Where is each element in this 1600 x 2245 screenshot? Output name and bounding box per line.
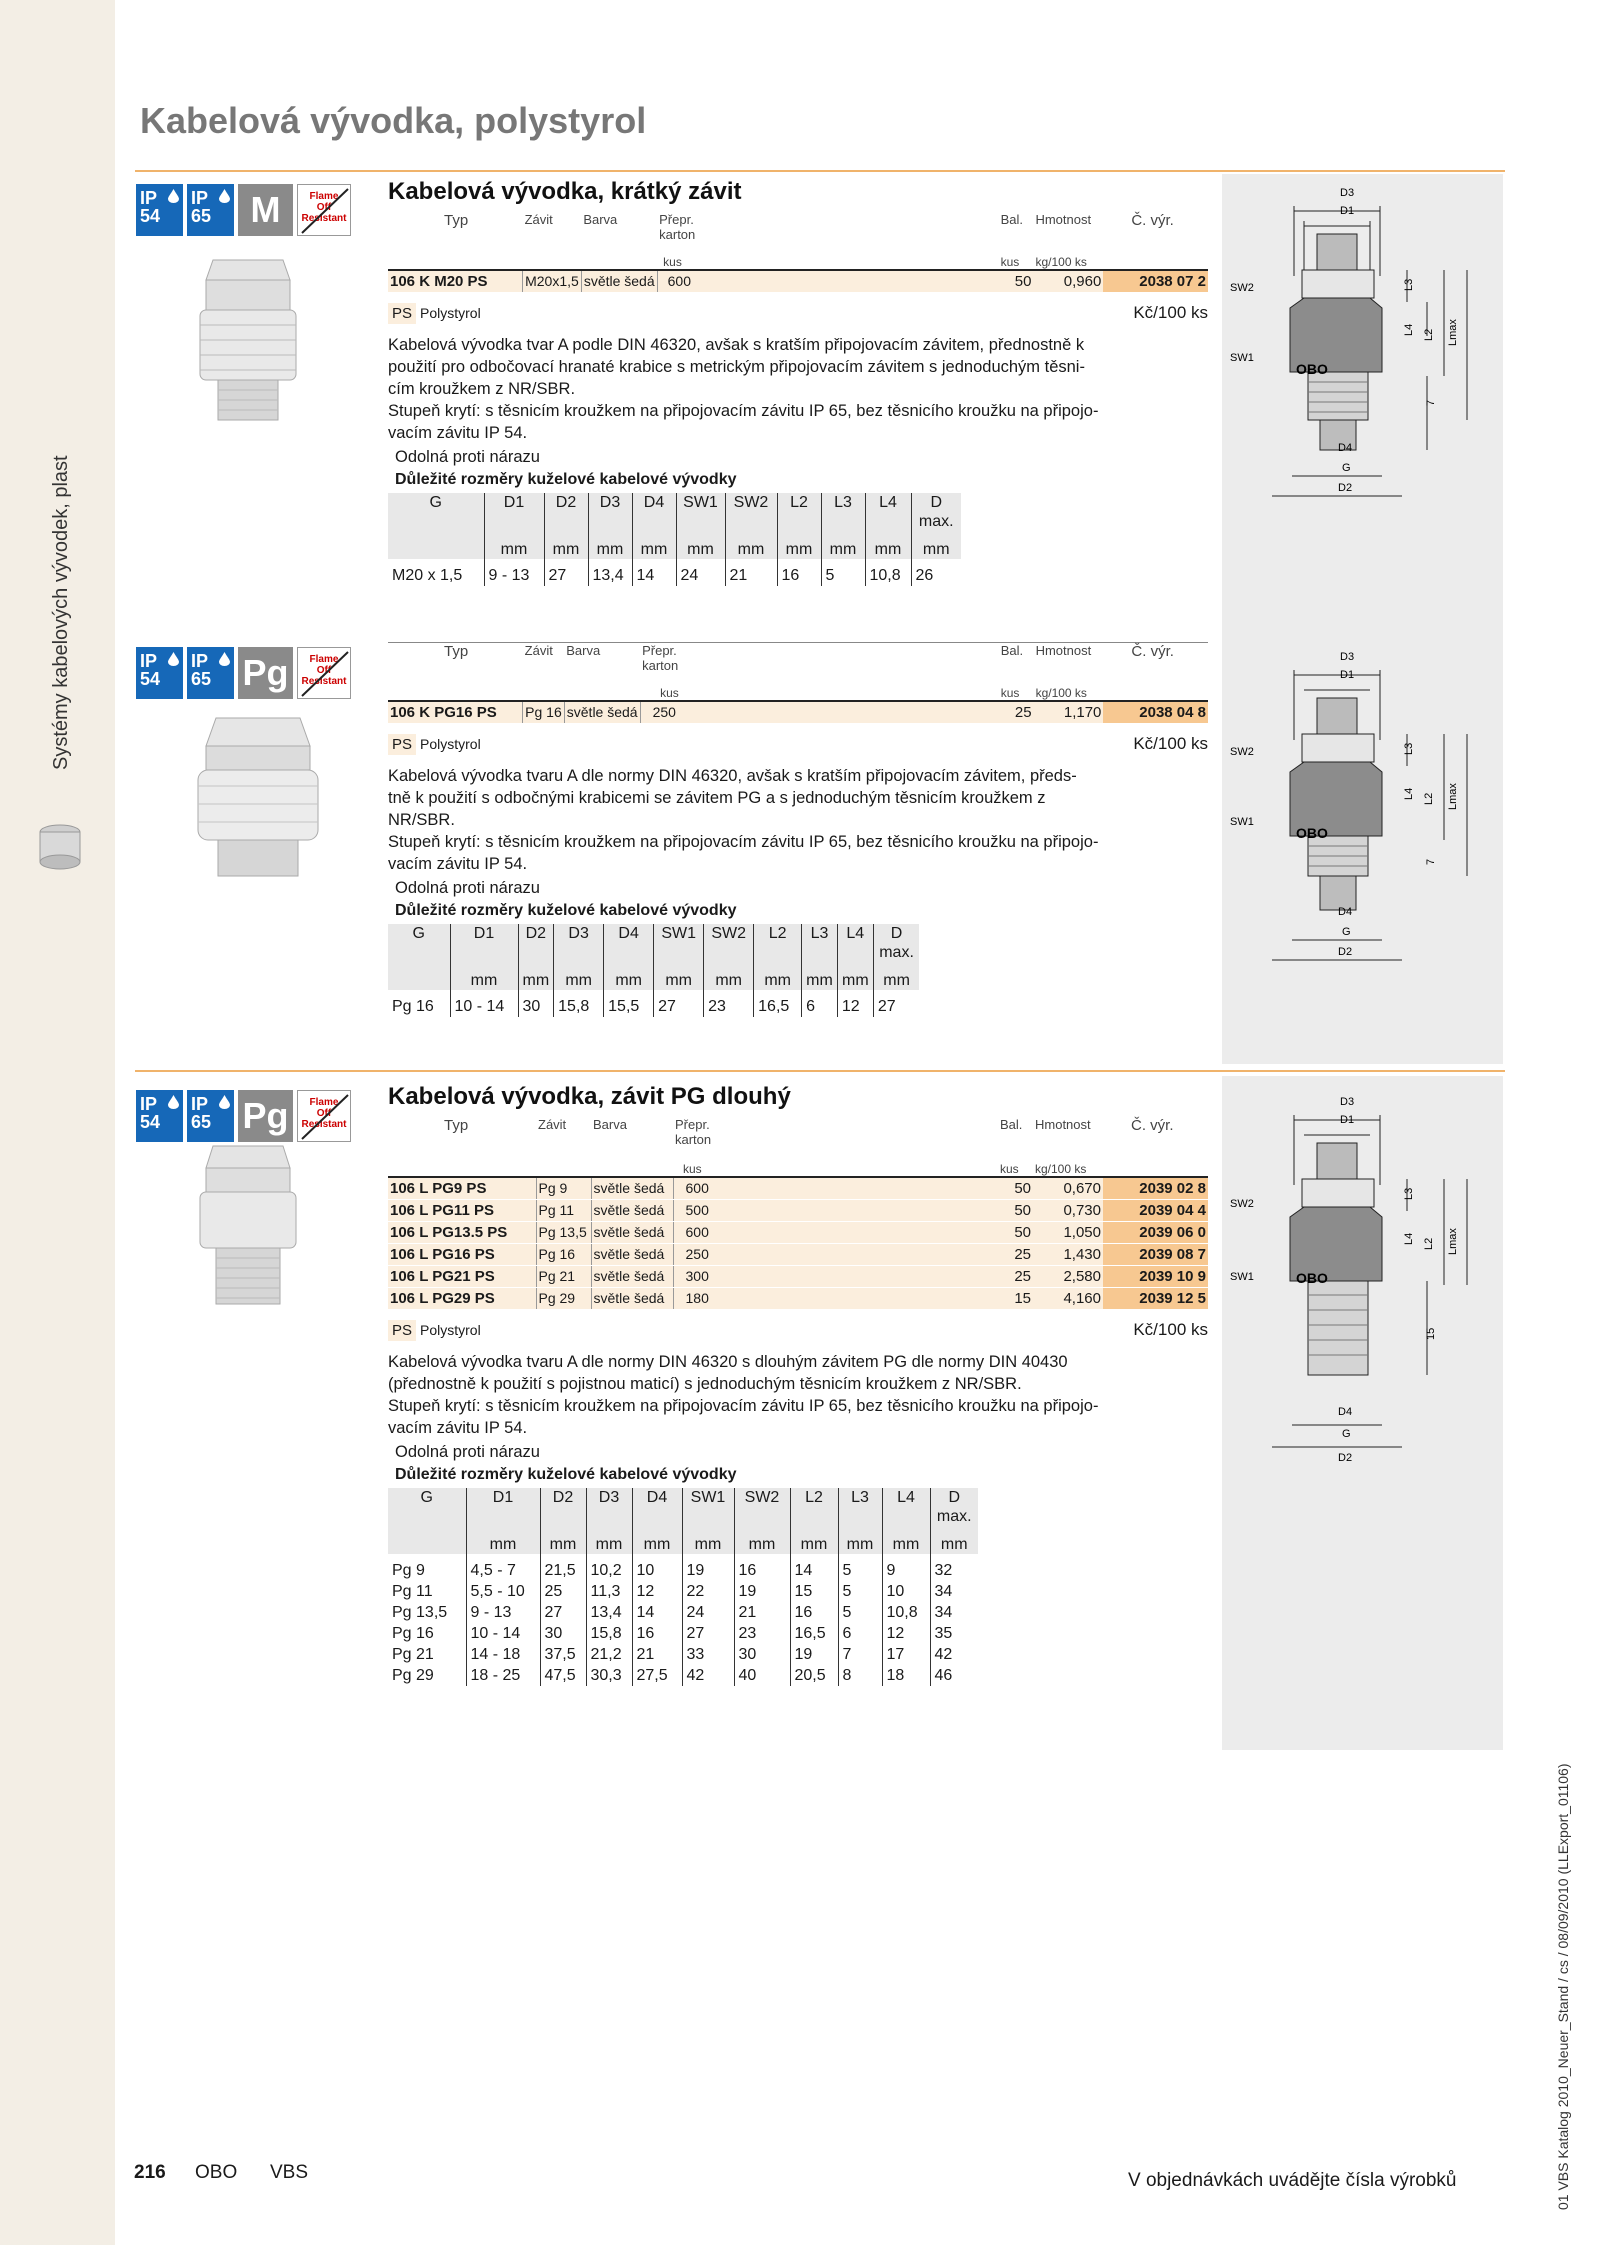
svg-text:Lmax: Lmax [1447,783,1459,810]
water-drop-icon [219,189,230,203]
svg-text:OBO: OBO [1296,1270,1328,1286]
pg-thread-badge: Pg [238,1090,293,1142]
ip54-badge: IP 54 [136,184,183,236]
svg-text:SW2: SW2 [1230,1198,1254,1210]
svg-text:D2: D2 [1338,946,1353,958]
dims-title: Důležité rozměry kuželové kabelové vývodky [395,470,737,488]
product-section: Kabelová vývodka, závit PG dlouhý Typ Závit Barva Přepr. karton Bal. Hmotnost Č. výr. kus kus kg/100 ks 106 L PG9 PS Pg 9 světle šedá 600 50 0,670 2039 02 8 106 L PG11 PS Pg 11 světle šedá 500 50 0,730 2039 04 4 106 L PG13.5 PS Pg 13,5 světle šedá 600 50 1,050 2039 06 0 106 L PG16 PS Pg 16 světle šedá 250 25 1,430 2039 08 7 106 L PG21 PS Pg 21 světle šedá 300 25 2,580 2039 10 9 106 L PG29 PS Pg 29 světle šedá 180 15 4,160 2039 12 5 PS Polystyrol Kč/100 ks Kabelová vývodka tvaru A dle normy DIN 46320 s dlouhým závitem PG dle normy DIN 40430 (přednostně k použití s pojistnou maticí) s jednoduchým těsnicím kroužkem z NR/SBR. Stupeň krytí: s těsnicím kroužkem na připojovacím závitu IP 65, bez těsnicího kroužku na připojo- vacím závitu IP 54. Odolná proti nárazu Důležité rozměry kuželové kabelové vývodky G D1 D2 D3 D4 SW1 SW2 L2 L3 L4 D max. mm mm mm mm mm mm mm mm mm mm Pg 9 4,5 - 7 21,5 10,2 10 19 16 14 5 9 32 Pg 11 5,5 - 10 25 11,3 12 22 19 15 5 10 34 Pg 13,5 9 - 13 27 13,4 14 24 21 16 5 10,8 34 Pg 16 10 - 14 30 15,8 16 27 23 16,5 6 12 35 Pg 21 14 - 18 37,5 21,2 21 33 30 19 7 17 42 Pg 29 18 - 25 47,5 30,3 27,5 42 40 20,5 8 18 46 [388,1083,1208,1684]
water-drop-icon [168,189,179,203]
section-divider [135,170,1505,172]
svg-text:7: 7 [1425,858,1437,865]
svg-text:L3: L3 [1403,1187,1415,1200]
svg-text:7: 7 [1425,399,1437,406]
dims-row: M20 x 1,5 9 - 13 27 13,4 14 24 21 16 5 10,8 26 [388,559,961,586]
svg-text:SW1: SW1 [1230,1271,1254,1283]
footer-brand: OBO [195,2162,238,2183]
svg-text:G: G [1342,462,1351,474]
ip54-badge: IP 54 [136,1090,183,1142]
svg-text:SW1: SW1 [1230,816,1254,828]
svg-text:D4: D4 [1338,906,1353,918]
svg-text:L3: L3 [1403,278,1415,291]
svg-text:L3: L3 [1403,742,1415,755]
svg-text:D2: D2 [1338,1452,1353,1464]
svg-text:G: G [1342,926,1351,938]
water-drop-icon [219,652,230,666]
page-title: Kabelová vývodka, polystyrol [140,100,647,141]
product-photo [188,712,328,882]
ip65-badge: IP 65 [187,1090,234,1142]
svg-text:D1: D1 [1340,205,1355,217]
dims-row: Pg 9 4,5 - 7 21,5 10,2 10 19 16 14 5 9 32 [388,1554,978,1581]
svg-text:D3: D3 [1340,1096,1355,1108]
table-row: 106 L PG21 PS Pg 21 světle šedá 300 25 2,580 2039 10 9 [388,1265,1208,1287]
table-row: 106 L PG13.5 PS Pg 13,5 světle šedá 600 50 1,050 2039 06 0 [388,1221,1208,1243]
metric-thread-badge: M [238,184,293,236]
col-typ: Typ [444,212,469,229]
product-photo [188,1140,308,1310]
svg-text:D4: D4 [1338,1406,1353,1418]
footer-note: V objednávkách uvádějte čísla výrobků [1128,2170,1457,2191]
svg-text:OBO: OBO [1296,361,1328,377]
table-row: 106 K M20 PS M20x1,5 světle šedá 600 50 0,960 2038 07 2 [388,270,1208,292]
section-title: Kabelová vývodka, závit PG dlouhý [388,1083,791,1110]
table-row: 106 L PG11 PS Pg 11 světle šedá 500 50 0,730 2039 04 4 [388,1199,1208,1221]
col-cvyr: Č. výr. [1131,212,1174,229]
product-photo [188,250,308,430]
water-drop-icon [219,1095,230,1109]
dims-row: Pg 13,5 9 - 13 27 13,4 14 24 21 16 5 10,8 34 [388,1602,978,1623]
dims-row: Pg 11 5,5 - 10 25 11,3 12 22 19 15 5 10 34 [388,1581,978,1602]
svg-text:G: G [1342,1428,1351,1440]
description: Kabelová vývodka tvaru A dle normy DIN 46320 s dlouhým závitem PG dle normy DIN 40430 (přednostně k použití s pojistnou maticí) s jednoduchým těsnicím kroužkem z NR/SBR. Stupeň krytí: s těsnicím kroužkem na připojovacím závitu IP 65, bez těsnicího kroužku na připojo- vacím závitu IP 54. [388,1352,1099,1437]
dims-table: G D1 D2 D3 D4 SW1 SW2 L2 L3 L4 D max. mm mm mm mm mm mm mm mm mm mm Pg 9 4,5 - 7 21,5 10,2 10 19 16 14 5 9 32 Pg 11 5,5 - 10 25 11,3 12 22 19 15 5 10 34 Pg 13,5 9 - 13 27 13,4 14 24 21 16 5 10,8 34 Pg 16 10 - 14 30 15,8 16 27 23 16,5 6 12 35 Pg 21 14 - 18 37,5 21,2 21 33 30 19 7 17 42 Pg 29 18 - 25 47,5 30,3 27,5 42 40 20,5 8 18 46 [388,1488,978,1686]
dims-row: Pg 16 10 - 14 30 15,8 16 27 23 16,5 6 12 35 [388,1623,978,1644]
ip65-badge: IP 65 [187,184,234,236]
svg-text:L4: L4 [1403,323,1415,336]
svg-text:OBO: OBO [1296,825,1328,841]
svg-text:D1: D1 [1340,669,1355,681]
strike-icon [298,648,352,700]
material-line: PS Polystyrol Kč/100 ks [388,734,1208,755]
dims-table: G D1 D2 D3 D4 SW1 SW2 L2 L3 L4 D max. mm mm mm mm mm mm mm mm mm mm Pg 16 10 - 14 30 15,8 15,5 27 23 16,5 6 12 27 [388,924,919,1017]
material-label: Polystyrol [420,305,481,321]
svg-text:SW1: SW1 [1230,352,1254,364]
footer-catalog: VBS [270,2162,309,2183]
svg-text:D3: D3 [1340,187,1355,199]
strike-icon [298,185,352,237]
svg-text:L2: L2 [1423,328,1435,341]
svg-text:L4: L4 [1403,787,1415,800]
col-zavit: Závit [524,212,553,227]
table-row: 106 K PG16 PS Pg 16 světle šedá 250 25 1,170 2038 04 8 [388,701,1208,723]
ip54-badge: IP 54 [136,647,183,699]
impact-note: Odolná proti nárazu [395,447,540,466]
table-row: 106 L PG9 PS Pg 9 světle šedá 600 50 0,670 2039 02 8 [388,1177,1208,1199]
col-prepr: Přepr. karton [659,212,696,242]
strike-icon [298,1091,352,1143]
ip65-badge: IP 65 [187,647,234,699]
order-table: Typ Závit Barva Přepr. karton Bal. Hmotnost Č. výr. kus kus kg/100 ks 106 L PG9 PS Pg 9 světle šedá 600 50 0,670 2039 02 8 106 L PG11 PS Pg 11 světle šedá 500 50 0,730 2039 04 4 106 L PG13.5 PS Pg 13,5 světle šedá 600 50 1,050 2039 06 0 106 L PG16 PS Pg 16 světle šedá 250 25 1,430 2039 08 7 106 L PG21 PS Pg 21 světle šedá 300 25 2,580 2039 10 9 106 L PG29 PS Pg 29 světle šedá 180 15 4,160 2039 12 5 [388,1117,1208,1310]
svg-text:L2: L2 [1423,1237,1435,1250]
technical-drawing [1222,1085,1503,1475]
svg-text:D4: D4 [1338,442,1353,454]
product-section [388,178,1208,586]
side-label: Systémy kabelových vývodek, plast [50,455,72,770]
section-divider [135,1070,1505,1072]
svg-text:Lmax: Lmax [1447,319,1459,346]
table-row: 106 L PG29 PS Pg 29 světle šedá 180 15 4,160 2039 12 5 [388,1287,1208,1309]
svg-text:15: 15 [1425,1327,1437,1340]
svg-text:SW2: SW2 [1230,282,1254,294]
badge-row [136,647,351,699]
page-number: 216 [134,2162,166,2183]
dims-row: Pg 29 18 - 25 47,5 30,3 27,5 42 40 20,5 8 18 46 [388,1665,978,1686]
section-title: Kabelová vývodka, krátký závit [388,178,742,205]
description: Kabelová vývodka tvar A podle DIN 46320, avšak s kratším připojovacím závitem, přednostně k použití pro odbočovací hranaté krabice s metrickým připojovacím závitem s jednoduchým těsni- cím kroužkem z NR/SBR. Stupeň krytí: s těsnicím kroužkem na připojovacím závitu IP 65, bez těsnicího kroužku na připojo- vacím závitu IP 54. [388,335,1099,442]
flame-resistant-badge: Flame Off Resistant [297,184,351,236]
flame-resistant-badge: Flame Off Resistant [297,647,351,699]
svg-text:D1: D1 [1340,1114,1355,1126]
technical-drawing [1222,176,1503,506]
col-hmotnost: Hmotnost [1035,212,1092,227]
svg-text:L2: L2 [1423,792,1435,805]
order-table: Typ Závit Barva Přepr. karton Bal. Hmotnost Č. výr. kus kus kg/100 ks 106 K PG16 PS Pg 16 světle šedá 250 25 1,170 2038 04 8 [388,643,1208,724]
table-row: 106 L PG16 PS Pg 16 světle šedá 250 25 1,430 2039 08 7 [388,1243,1208,1265]
svg-text:D2: D2 [1338,482,1353,494]
col-barva: Barva [583,212,618,227]
badge-row [136,1090,351,1142]
svg-text:SW2: SW2 [1230,746,1254,758]
dims-table: G D1 D2 D3 D4 SW1 SW2 L2 L3 L4 D max. mm mm mm mm mm mm mm mm mm mm M20 x 1,5 9 - 13 27 13,4 14 24 21 16 5 10,8 26 [388,493,961,586]
svg-text:Lmax: Lmax [1447,1228,1459,1255]
water-drop-icon [168,652,179,666]
col-bal: Bal. [1000,212,1023,227]
dims-row: Pg 21 14 - 18 37,5 21,2 21 33 30 19 7 17 42 [388,1644,978,1665]
svg-text:D3: D3 [1340,651,1355,663]
water-drop-icon [168,1095,179,1109]
description: Kabelová vývodka tvaru A dle normy DIN 46320, avšak s kratším připojovacím závitem, předs- tně k použití s odbočnými krabicemi se závitem PG a s jednoduchým těsnicím kroužkem z NR/SBR. Stupeň krytí: s těsnicím kroužkem na připojovacím závitu IP 65, bez těsnicího kroužku na připojo- vacím závitu IP 54. [388,766,1099,873]
pg-thread-badge: Pg [238,647,293,699]
side-thumbnail-icon [34,822,86,872]
price-unit: Kč/100 ks [1133,303,1208,322]
material-code: PS [388,303,416,324]
export-code: 01 VBS Katalog 2010_Neuer_Stand / cs / 08/09/2010 (LLExport_01106) [1555,1763,1571,2210]
material-line [388,303,1208,324]
dims-row: Pg 16 10 - 14 30 15,8 15,5 27 23 16,5 6 12 27 [388,990,919,1017]
material-line: PS Polystyrol Kč/100 ks [388,1320,1208,1341]
technical-drawing [1222,640,1503,970]
svg-text:L4: L4 [1403,1232,1415,1245]
flame-resistant-badge: Flame Off Resistant [297,1090,351,1142]
order-table: Typ Závit Barva Přepr. karton Bal. Hmotnost Č. výr. kus kus kg/100 ks 106 K M20 PS M20x1,5 světle šedá 600 50 0,960 2038 07 2 [388,212,1208,293]
product-section: Typ Závit Barva Přepr. karton Bal. Hmotnost Č. výr. kus kus kg/100 ks 106 K PG16 PS Pg 16 světle šedá 250 25 1,170 2038 04 8 PS Polystyrol Kč/100 ks Kabelová vývodka tvaru A dle normy DIN 46320, avšak s kratším připojovacím závitem, předs- tně k použití s odbočnými krabicemi se závitem PG a s jednoduchým těsnicím kroužkem z NR/SBR. Stupeň krytí: s těsnicím kroužkem na připojovacím závitu IP 65, bez těsnicího kroužku na připojo- vacím závitu IP 54. Odolná proti nárazu Důležité rozměry kuželové kabelové vývodky G D1 D2 D3 D4 SW1 SW2 L2 L3 L4 D max. mm mm mm mm mm mm mm mm mm mm Pg 16 10 - 14 30 15,8 15,5 27 23 16,5 6 12 27 [388,643,1208,1015]
badge-row [136,184,351,236]
